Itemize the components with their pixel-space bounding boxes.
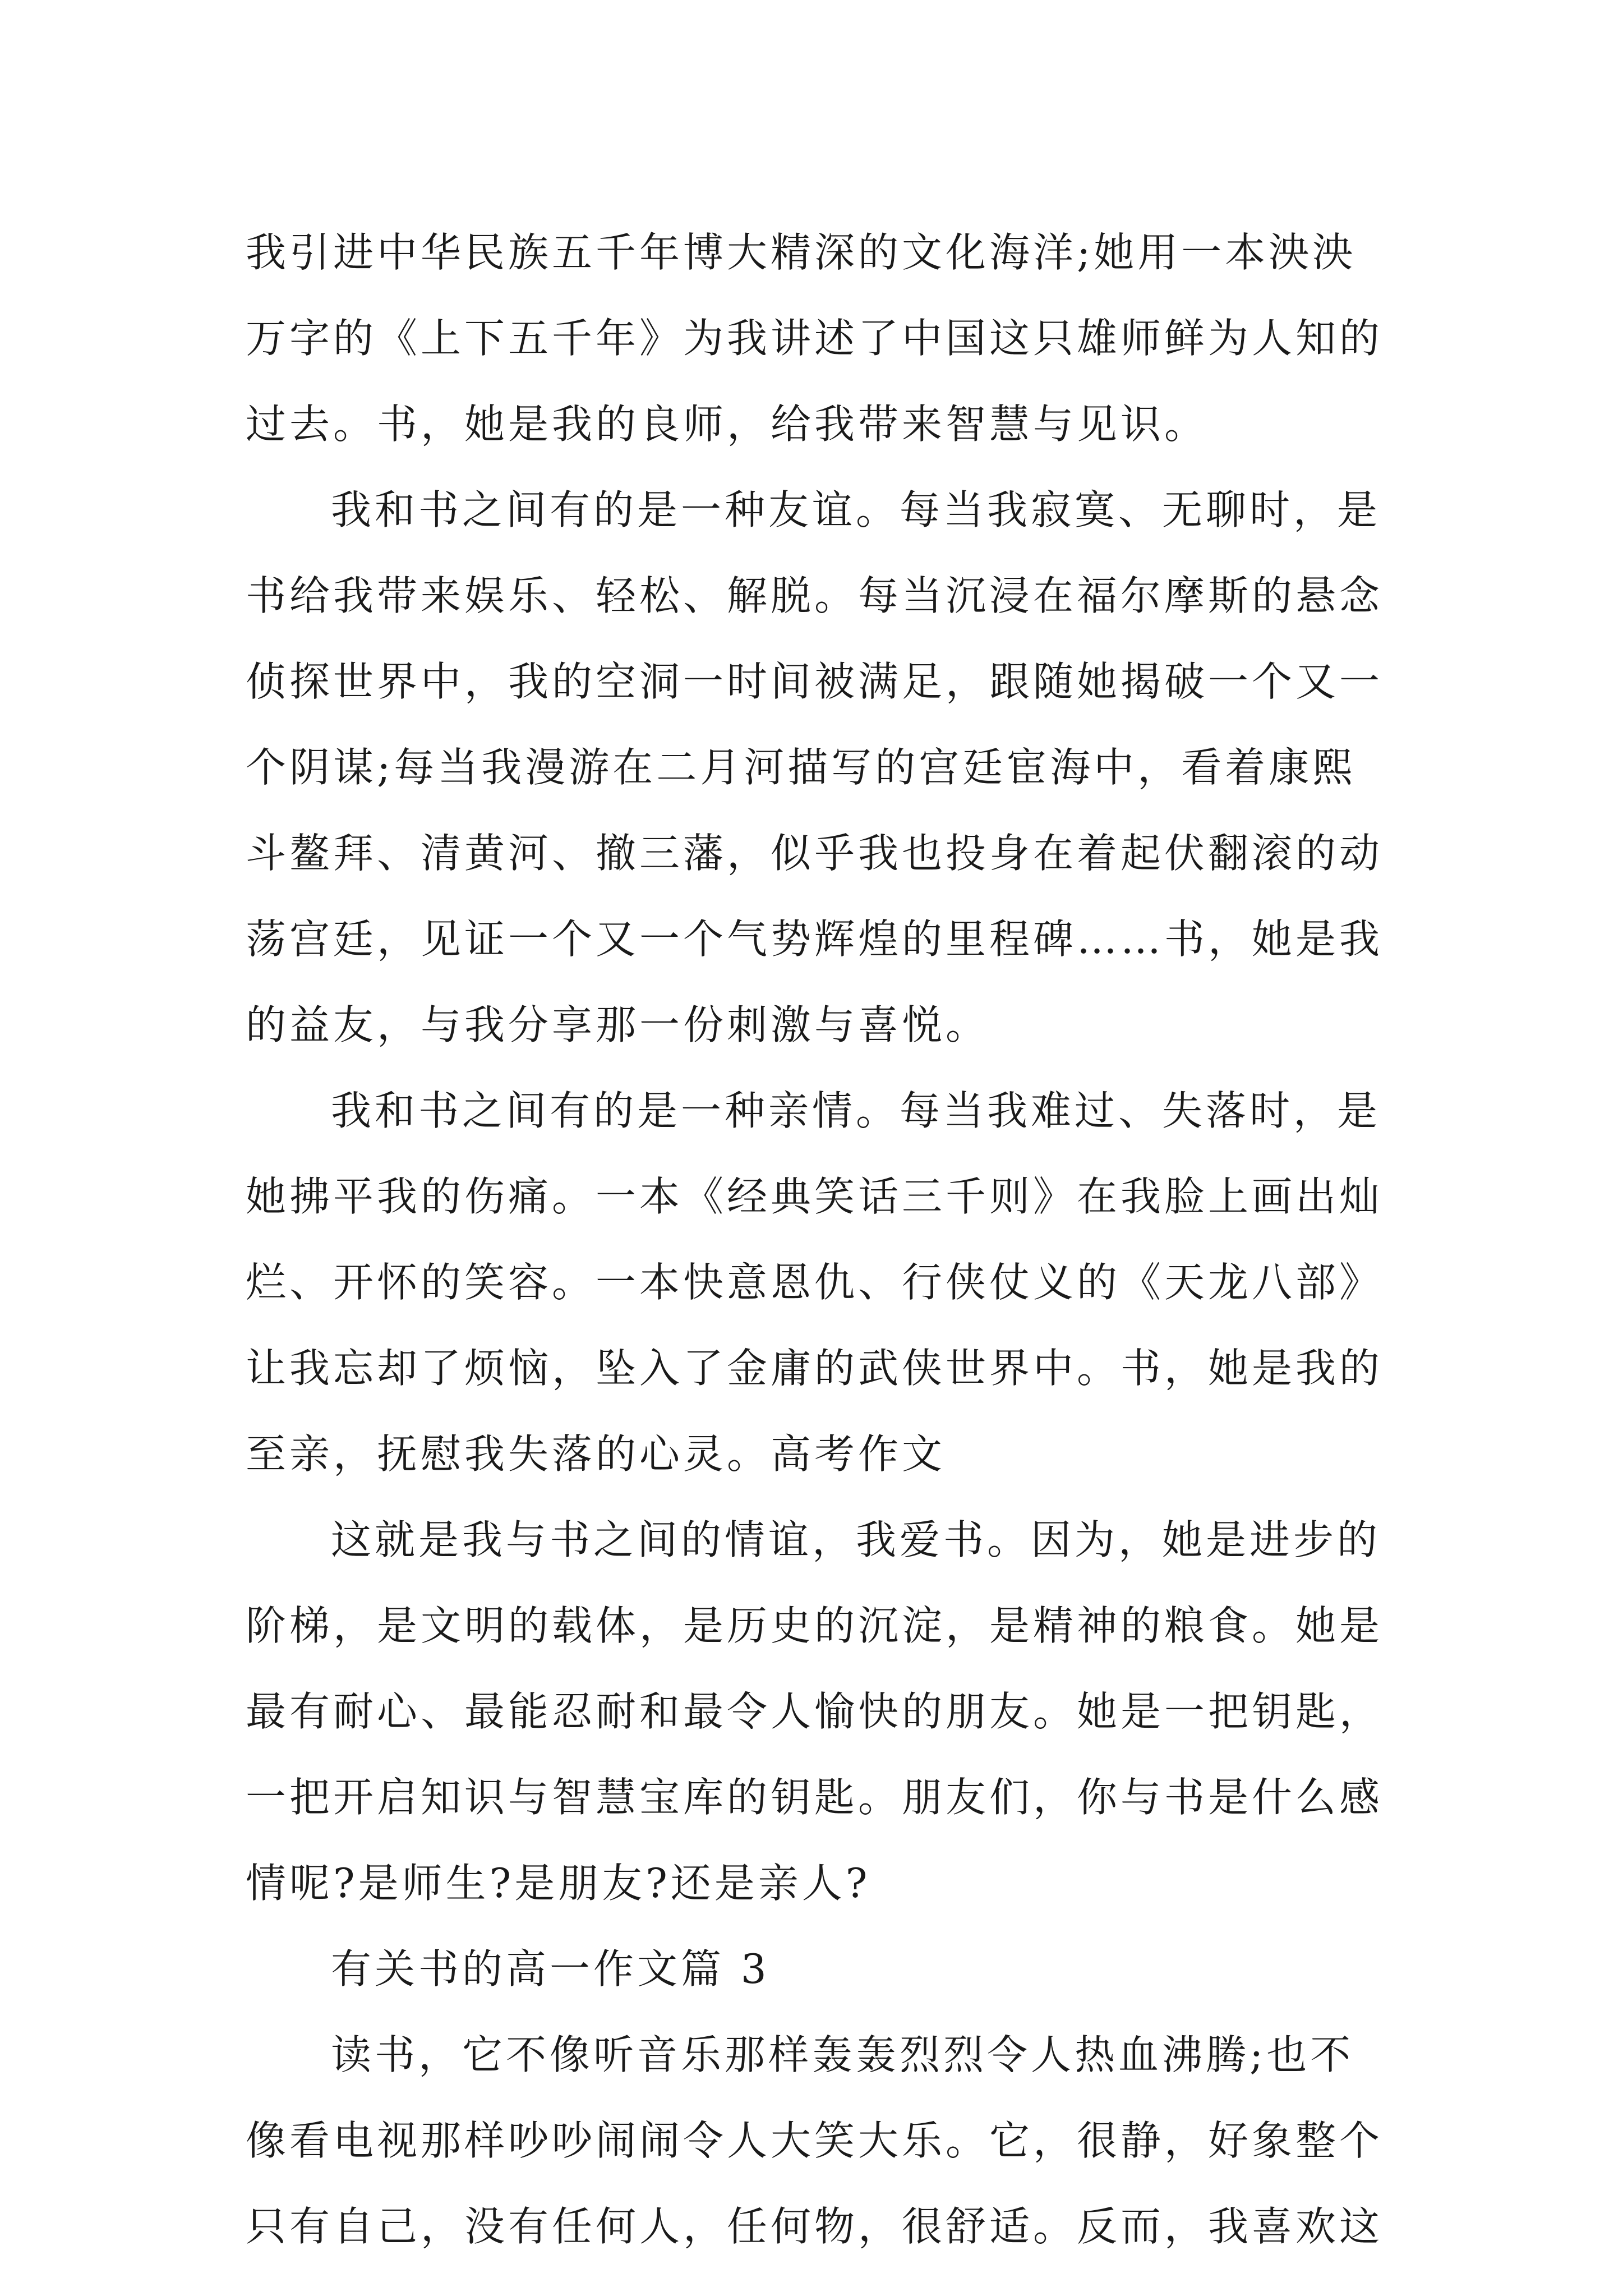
text-line: 斗鳌拜、清黄河、撤三藩，似乎我也投身在着起伏翻滚的动: [246, 830, 1384, 877]
text-line: 让我忘却了烦恼，坠入了金庸的武侠世界中。书，她是我的: [246, 1345, 1384, 1392]
essay-body: [246, 210, 1390, 2270]
text-line: 过去。书，她是我的良师，给我带来智慧与见识。: [246, 401, 1209, 448]
section-heading: 有关书的高一作文篇 3: [331, 1945, 770, 1993]
paragraph-first-line: 我和书之间有的是一种友谊。每当我寂寞、无聊时，是: [331, 486, 1381, 533]
text-line: 个阴谋;每当我漫游在二月河描写的宫廷宦海中，看着康熙: [246, 744, 1357, 791]
text-line: 至亲，抚慰我失落的心灵。高考作文: [246, 1430, 946, 1478]
text-line: 一把开启知识与智慧宝库的钥匙。朋友们，你与书是什么感: [246, 1774, 1384, 1821]
text-line: 最有耐心、最能忍耐和最令人愉快的朋友。她是一把钥匙，: [246, 1688, 1384, 1735]
text-line: 阶梯，是文明的载体，是历史的沉淀，是精神的粮食。她是: [246, 1602, 1384, 1649]
text-line: 像看电视那样吵吵闹闹令人大笑大乐。它，很静，好象整个: [246, 2117, 1384, 2164]
text-line: 我引进中华民族五千年博大精深的文化海洋;她用一本泱泱: [246, 229, 1357, 276]
text-line: 烂、开怀的笑容。一本快意恩仇、行侠仗义的《天龙八部》: [246, 1259, 1384, 1306]
text-line: 的益友，与我分享那一份刺激与喜悦。: [246, 1001, 990, 1048]
text-line: 情呢?是师生?是朋友?还是亲人?: [246, 1860, 871, 1907]
text-line: 她拂平我的伤痛。一本《经典笑话三千则》在我脸上画出灿: [246, 1173, 1384, 1220]
paragraph-first-line: 读书，它不像听音乐那样轰轰烈烈令人热血沸腾;也不: [331, 2031, 1354, 2078]
text-line: 万字的《上下五千年》为我讲述了中国这只雄师鲜为人知的: [246, 315, 1384, 362]
text-line: 只有自己，没有任何人，任何物，很舒适。反而，我喜欢这: [246, 2203, 1384, 2250]
text-line: 侦探世界中，我的空洞一时间被满足，跟随她揭破一个又一: [246, 658, 1384, 705]
text-line: 书给我带来娱乐、轻松、解脱。每当沉浸在福尔摩斯的悬念: [246, 572, 1384, 619]
text-line: 荡宫廷，见证一个又一个气势辉煌的里程碑……书，她是我: [246, 915, 1384, 963]
paragraph-first-line: 这就是我与书之间的情谊，我爱书。因为，她是进步的: [331, 1516, 1381, 1563]
paragraph-first-line: 我和书之间有的是一种亲情。每当我难过、失落时，是: [331, 1087, 1381, 1134]
